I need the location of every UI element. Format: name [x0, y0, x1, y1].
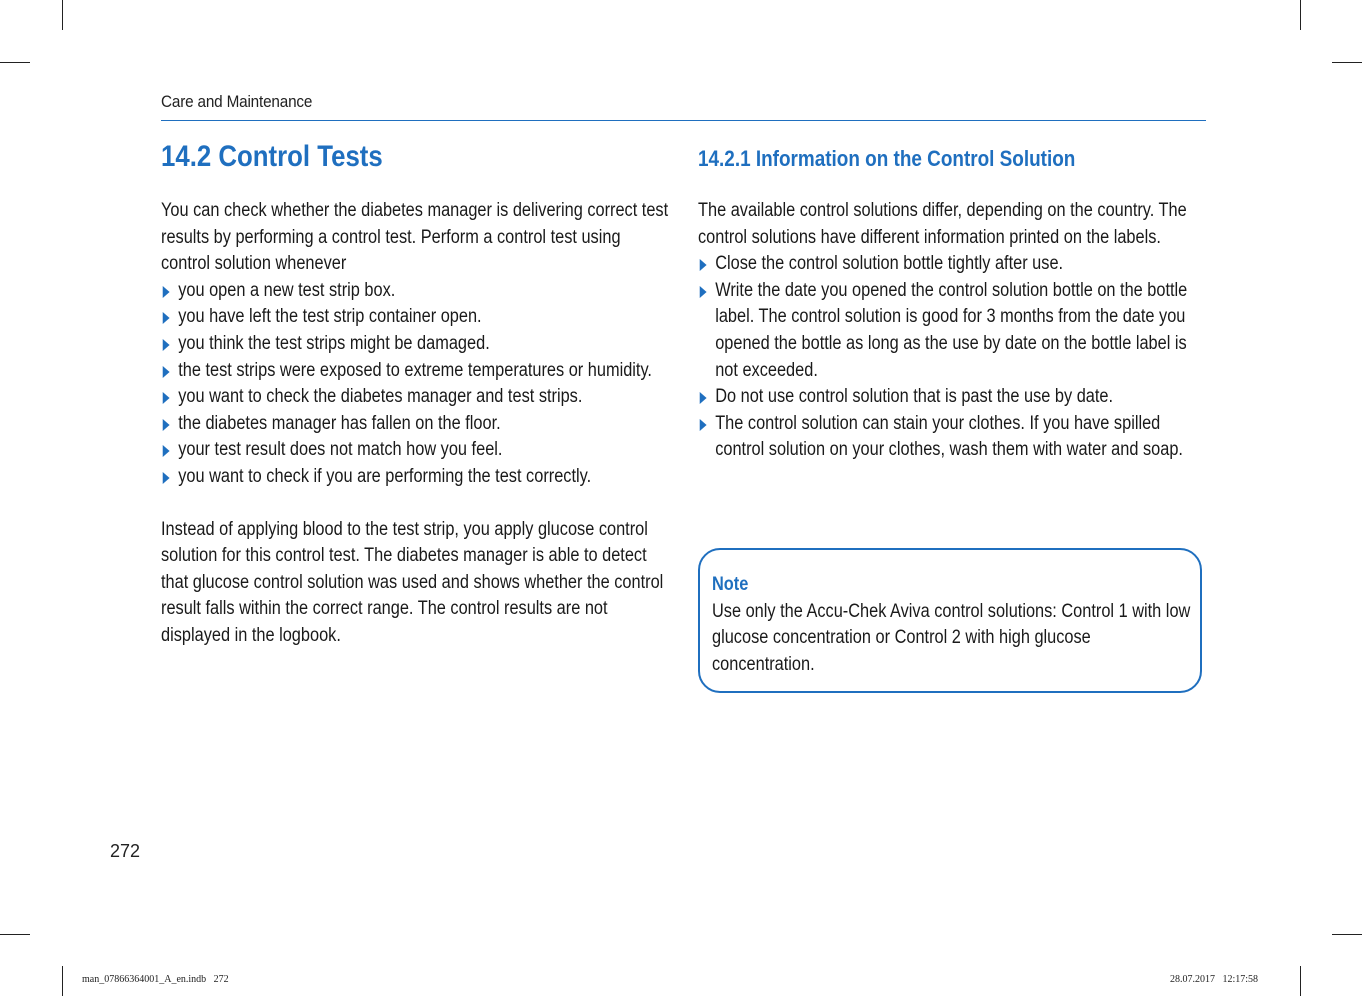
- triangle-right-icon: [163, 286, 170, 298]
- triangle-right-icon: [700, 392, 707, 404]
- subsection-title: 14.2.1 Information on the Control Solution: [698, 146, 1076, 171]
- left-column-content: [161, 140, 671, 650]
- list-item: The control solution can stain your clothes. If you have spilled control solution on your clothes, wash them with water and soap.: [698, 411, 1208, 464]
- triangle-right-icon: [700, 259, 707, 271]
- list-item: Write the date you opened the control solution bottle on the bottle label. The control solution is good for 3 months from the date you opened the bottle as long as the use by date on the bottle label is not exceeded.: [698, 278, 1208, 384]
- right-column-content: [698, 140, 1208, 464]
- crop-mark: [62, 0, 63, 30]
- intro-paragraph: You can check whether the diabetes manager is delivering correct test results by performing a control test. Perform a control test using control solution whenever: [161, 200, 669, 275]
- triangle-right-icon: [700, 419, 707, 431]
- right-column: [698, 140, 1208, 464]
- triangle-right-icon: [163, 312, 170, 324]
- section-title: 14.2 Control Tests: [161, 140, 383, 173]
- triangle-right-icon: [163, 419, 170, 431]
- list-item: the test strips were exposed to extreme temperatures or humidity.: [161, 358, 671, 385]
- spacer: [161, 491, 671, 517]
- list-item: you think the test strips might be damaged.: [161, 331, 671, 358]
- intro-paragraph: The available control solutions differ, depending on the country. The control solutions have different information printed on the labels.: [698, 200, 1187, 248]
- list-item: Close the control solution bottle tightly after use.: [698, 251, 1208, 278]
- control-solution-info-list: [698, 251, 1208, 464]
- print-slug-date: 28.07.2017 12:17:58: [1170, 974, 1259, 985]
- list-item: you open a new test strip box.: [161, 278, 671, 305]
- control-test-paragraph: Instead of applying blood to the test strip, you apply glucose control solution for this control test. The diabetes manager is able to detect that glucose control solution was used and shows whether the control result falls within the correct range. The control results are not displayed in the logbook.: [161, 518, 664, 646]
- running-header: Care and Maintenance: [161, 92, 313, 111]
- crop-mark: [1332, 934, 1362, 935]
- note-content: [712, 572, 1194, 678]
- list-item: your test result does not match how you feel.: [161, 437, 671, 464]
- list-item: the diabetes manager has fallen on the floor.: [161, 411, 671, 438]
- triangle-right-icon: [163, 392, 170, 404]
- crop-mark: [0, 62, 30, 63]
- crop-mark: [1300, 966, 1301, 996]
- crop-mark: [1332, 62, 1362, 63]
- control-test-occasions-list: [161, 278, 671, 491]
- triangle-right-icon: [700, 286, 707, 298]
- triangle-right-icon: [163, 445, 170, 457]
- crop-mark: [1300, 0, 1301, 30]
- list-item: you have left the test strip container open.: [161, 304, 671, 331]
- note-title: Note: [712, 574, 749, 595]
- left-column: [161, 140, 671, 650]
- list-item: you want to check the diabetes manager and test strips.: [161, 384, 671, 411]
- triangle-right-icon: [163, 339, 170, 351]
- crop-mark: [0, 934, 30, 935]
- note-box: [698, 548, 1202, 693]
- page-number: 272: [110, 841, 141, 861]
- print-slug-file: man_07866364001_A_en.indb 272: [82, 974, 229, 985]
- list-item: you want to check if you are performing the test correctly.: [161, 464, 671, 491]
- triangle-right-icon: [163, 472, 170, 484]
- list-item: Do not use control solution that is past the use by date.: [698, 384, 1208, 411]
- triangle-right-icon: [163, 366, 170, 378]
- header-rule: [161, 120, 1206, 121]
- note-text: Use only the Accu-Chek Aviva control solutions: Control 1 with low glucose concentration or Control 2 with high glucose concentration.: [712, 600, 1191, 675]
- crop-mark: [62, 966, 63, 996]
